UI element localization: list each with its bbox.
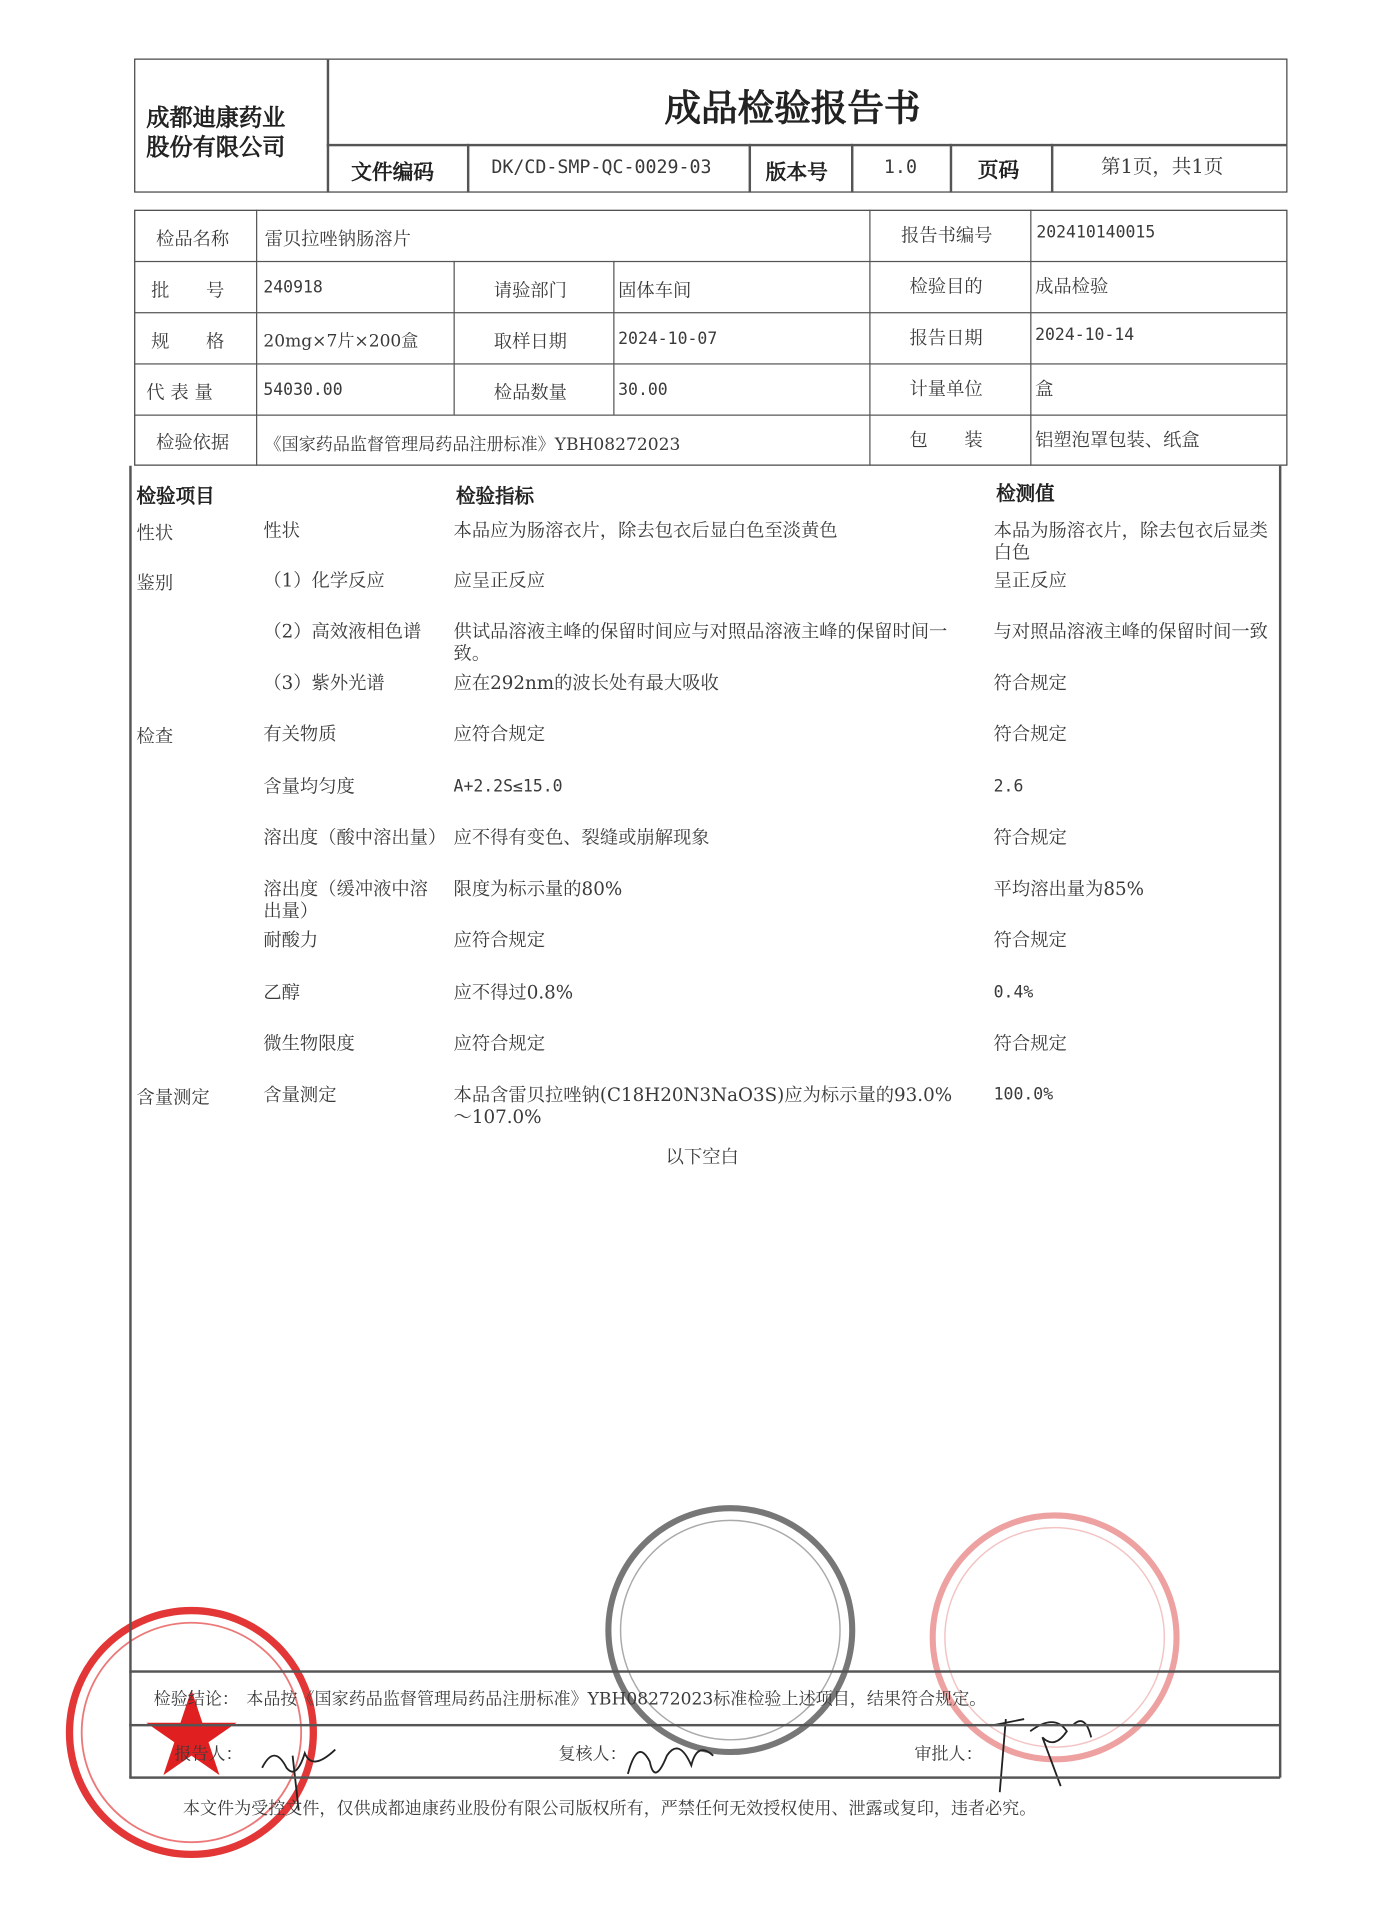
item-name: （2）高效液相色谱 — [263, 620, 422, 643]
package-label: 包 装 — [909, 429, 983, 452]
page-number: 第1页，共1页 — [1100, 154, 1224, 179]
item-spec: 应符合规定 — [453, 1032, 546, 1055]
report-date-label: 报告日期 — [909, 326, 983, 349]
item-spec: 应呈正反应 — [453, 569, 546, 592]
item-spec: A+2.2S≤15.0 — [453, 776, 563, 797]
item-result: 100.0% — [993, 1085, 1054, 1105]
reviewer-label: 复核人： — [558, 1744, 627, 1765]
company-name-line1: 成都迪康药业 — [146, 104, 286, 132]
company-name-line2: 股份有限公司 — [146, 134, 286, 161]
item-name: 性状 — [263, 519, 300, 542]
item-name: （3）紫外光谱 — [263, 671, 385, 694]
sample-date-label: 取样日期 — [493, 330, 567, 353]
sample-qty: 30.00 — [618, 380, 668, 400]
item-spec: 供试品溶液主峰的保留时间应与对照品溶液主峰的保留时间一致。 — [453, 620, 948, 665]
unit: 盒 — [1035, 377, 1054, 400]
item-name: （1）化学反应 — [263, 569, 385, 592]
qty-label: 代 表 量 — [146, 381, 213, 404]
basis-label: 检验依据 — [156, 431, 230, 454]
blank-note: 以下空白 — [665, 1146, 739, 1168]
item-result: 符合规定 — [993, 1032, 1067, 1055]
item-category: 性状 — [136, 521, 174, 544]
item-result: 符合规定 — [993, 826, 1067, 849]
item-spec: 应不得有变色、裂缝或崩解现象 — [453, 826, 710, 849]
reporter-label: 报告人： — [174, 1744, 243, 1765]
item-name: 乙醇 — [263, 981, 300, 1004]
sample-qty-label: 检品数量 — [493, 381, 567, 404]
version: 1.0 — [883, 156, 917, 179]
sample-date: 2024-10-07 — [618, 329, 718, 349]
page-title: 成品检验报告书 — [664, 87, 921, 131]
item-category: 检查 — [136, 725, 174, 748]
item-spec: 应符合规定 — [453, 929, 546, 951]
col-header-spec: 检验指标 — [455, 484, 535, 508]
item-name: 有关物质 — [263, 722, 337, 745]
item-category: 鉴别 — [136, 571, 174, 594]
item-spec: 限度为标示量的80% — [453, 877, 623, 900]
report-date: 2024-10-14 — [1035, 325, 1135, 346]
col-header-result: 检测值 — [996, 481, 1055, 505]
dept-label: 请验部门 — [493, 279, 567, 302]
item-result: 0.4% — [993, 982, 1034, 1003]
item-spec: 本品含雷贝拉唑钠(C18H20N3NaO3S)应为标示量的93.0%～107.0% — [453, 1083, 953, 1128]
conclusion-text: 本品按《国家药品监督管理局药品注册标准》YBH08272023标准检验上述项目，结果符合规定。 — [246, 1689, 987, 1710]
item-name: 溶出度（缓冲液中溶出量） — [263, 877, 428, 922]
item-spec: 应符合规定 — [453, 722, 546, 745]
spec: 20mg×7片×200盒 — [263, 331, 419, 352]
item-name: 耐酸力 — [263, 929, 319, 951]
spec-label: 规 格 — [151, 330, 225, 353]
item-name: 含量均匀度 — [263, 775, 355, 798]
unit-label: 计量单位 — [909, 377, 983, 400]
item-result: 符合规定 — [993, 929, 1067, 951]
purpose-label: 检验目的 — [909, 275, 983, 298]
doc-code: DK/CD-SMP-QC-0029-03 — [491, 156, 712, 179]
item-spec: 应在292nm的波长处有最大吸收 — [453, 671, 719, 694]
conclusion-label: 检验结论： — [153, 1689, 239, 1710]
package: 铝塑泡罩包装、纸盒 — [1035, 429, 1200, 452]
item-name: 含量测定 — [263, 1083, 337, 1106]
batch: 240918 — [263, 277, 323, 298]
item-result: 符合规定 — [993, 671, 1067, 694]
reviewer-signature — [628, 1748, 713, 1774]
approver-signature — [994, 1719, 1092, 1792]
item-result: 本品为肠溶衣片，除去包衣后显类白色 — [993, 519, 1268, 564]
item-spec: 应不得过0.8% — [453, 981, 574, 1004]
item-name: 溶出度（酸中溶出量） — [263, 826, 447, 849]
item-result: 呈正反应 — [993, 569, 1067, 592]
report-no: 202410140015 — [1036, 223, 1156, 243]
product-name: 雷贝拉唑钠肠溶片 — [264, 227, 411, 250]
approver-label: 审批人： — [914, 1744, 983, 1765]
footer-notice: 本文件为受控文件，仅供成都迪康药业股份有限公司版权所有，严禁任何无效授权使用、泄露或复印，违者必究。 — [182, 1799, 1037, 1820]
item-result: 符合规定 — [993, 722, 1067, 745]
basis: 《国家药品监督管理局药品注册标准》YBH08272023 — [264, 435, 681, 455]
report-no-label: 报告书编号 — [900, 224, 993, 247]
item-spec: 本品应为肠溶衣片，除去包衣后显白色至淡黄色 — [453, 519, 838, 542]
purpose: 成品检验 — [1035, 275, 1109, 298]
item-name: 微生物限度 — [263, 1032, 355, 1055]
item-result: 与对照品溶液主峰的保留时间一致 — [993, 620, 1268, 643]
page-label: 页码 — [977, 158, 1020, 183]
item-result: 2.6 — [993, 776, 1024, 797]
qty: 54030.00 — [263, 380, 343, 400]
product-name-label: 检品名称 — [156, 227, 230, 250]
version-label: 版本号 — [765, 160, 828, 186]
doc-code-label: 文件编码 — [351, 160, 435, 186]
item-result: 平均溶出量为85% — [993, 877, 1145, 900]
col-header-item: 检验项目 — [136, 484, 215, 508]
batch-label: 批 号 — [151, 279, 225, 302]
dept: 固体车间 — [618, 279, 692, 302]
item-category: 含量测定 — [136, 1086, 210, 1109]
